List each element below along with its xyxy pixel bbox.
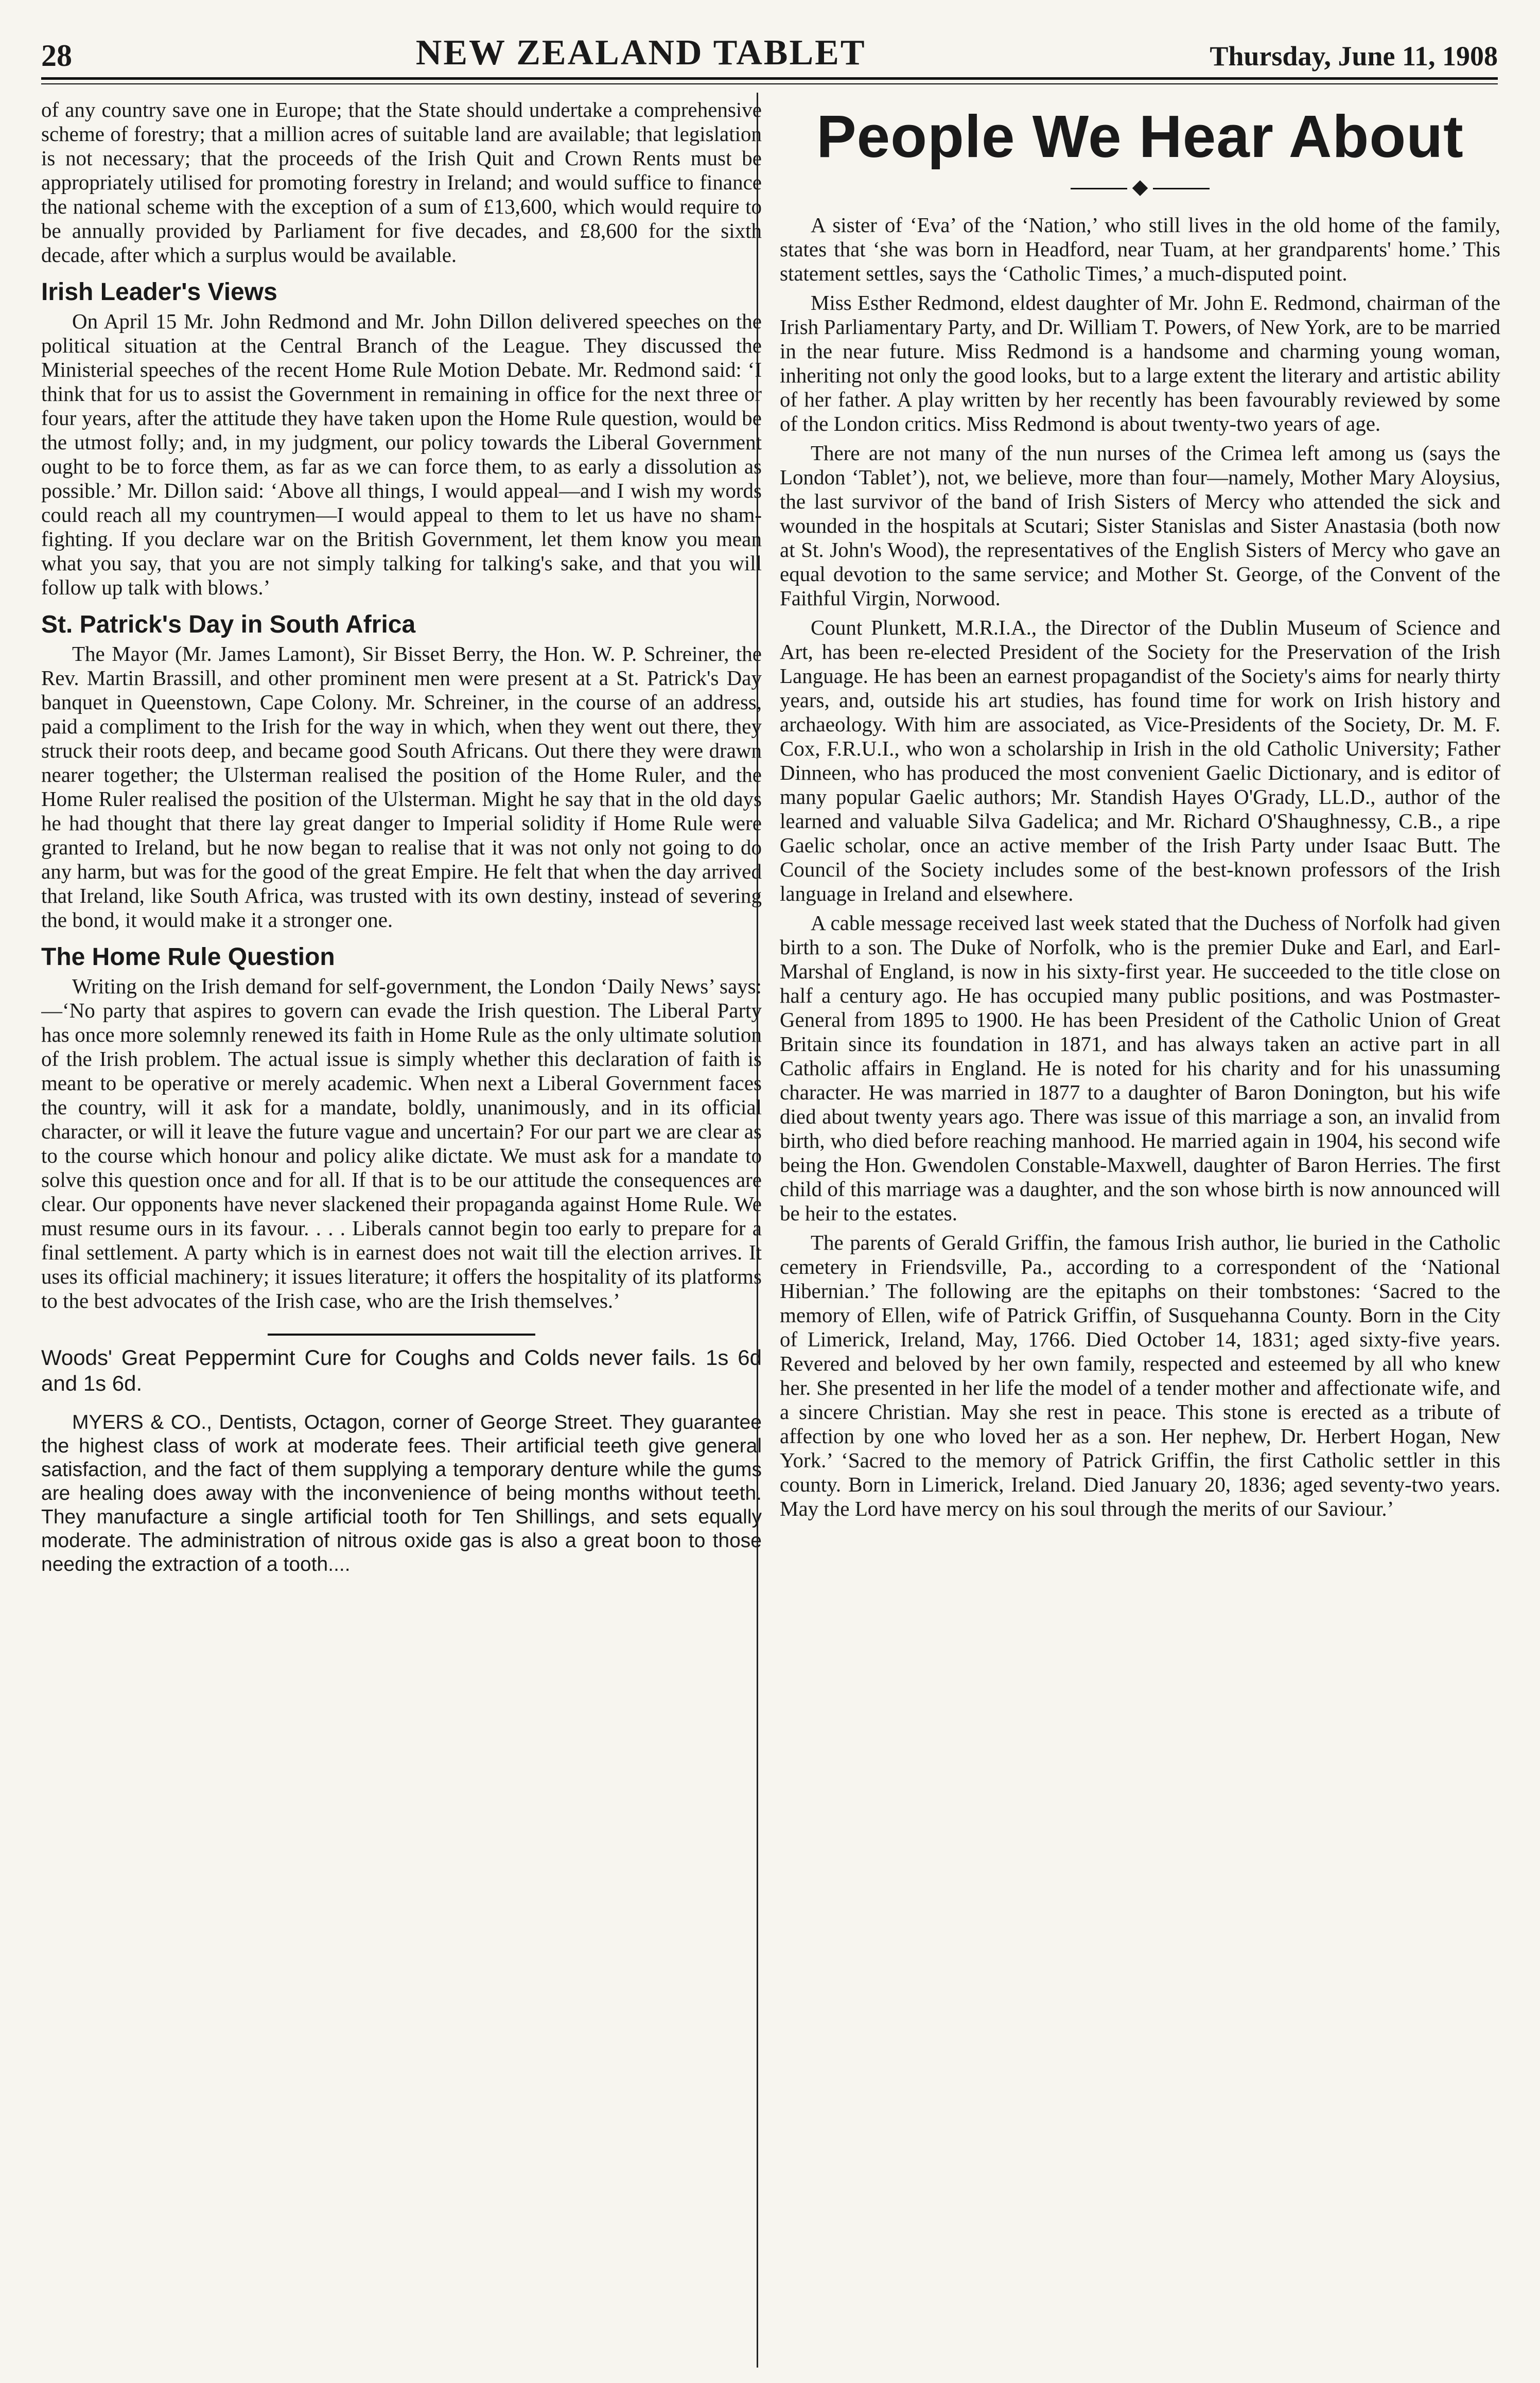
section-title: People We Hear About [816, 103, 1464, 170]
left-column [41, 98, 762, 2362]
woods-peppermint-ad: Woods' Great Peppermint Cure for Coughs and Colds never fails. 1s 6d and 1s 6d. [41, 1345, 762, 1395]
gerald-griffin-item: The parents of Gerald Griffin, the famous Irish author, lie buried in the Catholic cemetery in Friendsville, Pa., according to a correspondent of the ‘National Hibernian.’ The following are the epitaphs on their tombstones: ‘Sacred to the memory of Ellen, wife of Patrick Griffin, of Susquehanna County. Born in the City of Limerick, Ireland, May, 1766. Died October 14, 1831; aged sixty-five years. Revered and beloved by her own family, respected and esteemed by all who knew her. She presented in her life the model of a tender mother and affectionate wife, and a sincere Christian. May she rest in peace. This stone is erected as a tribute of affection by one who loved her as a son. Her nephew, Dr. Herbert Hogan, New York.’ ‘Sacred to the memory of Patrick Griffin, the first Catholic settler in this county. Born in Limerick, Ireland. Died January 20, 1836; aged seventy-two years. May the Lord have mercy on his soul through the merits of our Saviour.’ [780, 1231, 1500, 1520]
right-column [780, 98, 1500, 2362]
diamond-icon: ◆ [1132, 175, 1148, 198]
eva-sister-item: A sister of ‘Eva’ of the ‘Nation,’ who still lives in the old home of the family, states that ‘she was born in Headford, near Tuam, at her grandparents' home.’ This statement settles, says the ‘Catholic Times,’ a much-disputed point. [780, 213, 1500, 285]
count-plunkett-item: Count Plunkett, M.R.I.A., the Director of the Dublin Museum of Science and Art, has been re-elected President of the Society for the Preservation of the Irish Language. He has been an earnest propagandist of the Society's aims for nearly thirty years, and, outside his art studies, has found time for work on Irish history and archaeology. With him are associated, as Vice-Presidents of the Society, Dr. M. F. Cox, F.R.U.I., who won a scholarship in Irish in the old Catholic University; Father Dinneen, who has produced the most convenient Gaelic Dictionary, and is editor of many popular Gaelic authors; Mr. Standish Hayes O'Grady, LL.D., author of the learned and valuable Silva Gadelica; and Mr. Richard O'Shaughnessy, C.B., a ripe Gaelic scholar, once an active member of the Irish Party under Isaac Butt. The Council of the Society includes some of the best-known professors of the Irish language in Ireland and elsewhere. [780, 616, 1500, 905]
title-ornament [780, 174, 1500, 200]
paper-title: NEW ZEALAND TABLET [415, 33, 866, 73]
page-number: 28 [41, 39, 72, 73]
forestry-continuation: of any country save one in Europe; that the State should undertake a comprehensive scheme of forestry; that a million acres of suitable land are available; that legislation is not necessary; that the proceeds of the Irish Quit and Crown Rents must be appropriately utilised for promoting forestry in Ireland; and would suffice to finance the national scheme with the exception of a sum of £13,600, which would require to be annually provided by Parliament for five decades, and £8,600 for the sixth decade, after which a surplus would be available. [41, 98, 762, 267]
advertisement-rule [268, 1334, 535, 1336]
duke-norfolk-item: A cable message received last week stated that the Duchess of Norfolk had given birth to a son. The Duke of Norfolk, who is the premier Duke and Earl, and Earl-Marshal of England, is now in his sixty-first year. He succeeded to the title close on half a century ago. He has occupied many public positions, and was Postmaster-General from 1895 to 1900. He has been President of the Catholic Union of Great Britain since its foundation in 1871, and has always taken an active part in all Catholic affairs in England. He is noted for his charity and for his unassuming character. He was married in 1877 to a daughter of Baron Donington, but his wife died about twenty years ago. There was issue of this marriage a son, an invalid from birth, who died before reaching manhood. He married again in 1904, his second wife being the Hon. Gwendolen Constable-Maxwell, daughter of Baron Herries. The first child of this marriage was a daughter, and the son whose birth is now announced will be heir to the estates. [780, 911, 1500, 1225]
irish-leaders-heading: Irish Leader's Views [41, 278, 277, 306]
home-rule-heading: The Home Rule Question [41, 943, 335, 971]
st-patricks-heading: St. Patrick's Day in South Africa [41, 611, 416, 638]
myers-dentists-ad: MYERS & CO., Dentists, Octagon, corner of George Street. They guarantee the highest class of work at moderate fees. Their artificial teeth give general satisfaction, and the fact of them supplying a temporary denture while the gums are healing does away with the inconvenience of being months without teeth. They manufacture a single artificial tooth for Ten Shillings, and sets equally moderate. The administration of nitrous oxide gas is also a great boon to those needing the extraction of a tooth.... [41, 1411, 762, 1575]
crimea-nuns-item: There are not many of the nun nurses of the Crimea left among us (says the London ‘Tablet’), not, we believe, more than four—namely, Mother Mary Aloysius, the last survivor of the band of Irish Sisters of Mercy who attended the sick and wounded in the hospitals at Scutari; Sister Stanislas and Sister Anastasia (both now at St. John's Wood), the representatives of the English Sisters of Mercy who gave an equal devotion to the same service; and Mother St. George, of the Convent of the Faithful Virgin, Norwood. [780, 441, 1500, 610]
redmond-wedding-item: Miss Esther Redmond, eldest daughter of Mr. John E. Redmond, chairman of the Irish Parliamentary Party, and Dr. William T. Powers, of New York, are to be married in the near future. Miss Redmond is a handsome and charming young woman, inheriting not only the good looks, but to a large extent the literary and artistic ability of her father. A play written by her recently has been favourably reviewed by some of the London critics. Miss Redmond is about twenty-two years of age. [780, 291, 1500, 435]
issue-date: Thursday, June 11, 1908 [1210, 41, 1498, 72]
st-patricks-text: The Mayor (Mr. James Lamont), Sir Bisset Berry, the Hon. W. P. Schreiner, the Rev. Martin Brassill, and other prominent men were present at a St. Patrick's Day banquet in Queenstown, Cape Colony. Mr. Schreiner, in the course of an address, paid a compliment to the Irish for the way in which, when they went out there, they struck their roots deep, and became good South Africans. Out there they were drawn nearer together; the Ulsterman realised the position of the Home Ruler, and the Home Ruler realised the position of the Ulsterman. Might he say that in the old days he had thought that there lay great danger to Imperial solidity if Home Rule were granted to Ireland, but he now began to realise that it was not only not going to do any harm, but was for the good of the great Empire. He felt that when the day arrived that Ireland, like South Africa, was trusted with its own destiny, instead of severing the bond, it would make it a stronger one. [41, 642, 762, 932]
irish-leaders-text: On April 15 Mr. John Redmond and Mr. John Dillon delivered speeches on the political situation at the Central Branch of the League. They discussed the Ministerial speeches of the recent Home Rule Motion Debate. Mr. Redmond said: ‘I think that for us to assist the Government in remaining in office for the next three or four years, after the attitude they have taken upon the Home Rule question, would be the utmost folly; and, in my judgment, our policy towards the Liberal Government ought to be to force them, as far as we can force them, to as early a dissolution as possible.’ Mr. Dillon said: ‘Above all things, I would appeal—and I wish my words could reach all my countrymen—I would appeal to them to let us have no sham-fighting. If you declare war on the British Government, let them know you mean what you say, that you are not simply talking for talking's sake, and that you will follow up talk with blows.’ [41, 309, 762, 599]
ornament-line-right [1153, 188, 1210, 189]
masthead [41, 21, 1498, 80]
ornament-line-left [1071, 188, 1127, 189]
home-rule-text: Writing on the Irish demand for self-government, the London ‘Daily News’ says:—‘No party that aspires to govern can evade the Irish question. The Liberal Party has once more solemnly renewed its faith in Home Rule as the only ultimate solution of the Irish problem. The actual issue is simply whether this declaration of faith is meant to be operative or merely academic. When next a Liberal Government faces the country, will it ask for a mandate, boldly, unanimously, and in its official character, or will it leave the future vague and uncertain? For our part we are clear as to the course which honour and policy alike dictate. We must ask for a mandate to solve this question once and for all. If that is to be our attitude the consequences are clear. Our opponents have never slackened their propaganda against Home Rule. We must resume ours in its favour. . . . Liberals cannot begin too early to prepare for a final settlement. A party which is in earnest does not wait till the election arrives. It uses its official machinery; it issues literature; it offers the hospitality of its platforms to the best advocates of the Irish case, who are the Irish themselves.’ [41, 974, 762, 1312]
masthead-rule [41, 83, 1498, 84]
